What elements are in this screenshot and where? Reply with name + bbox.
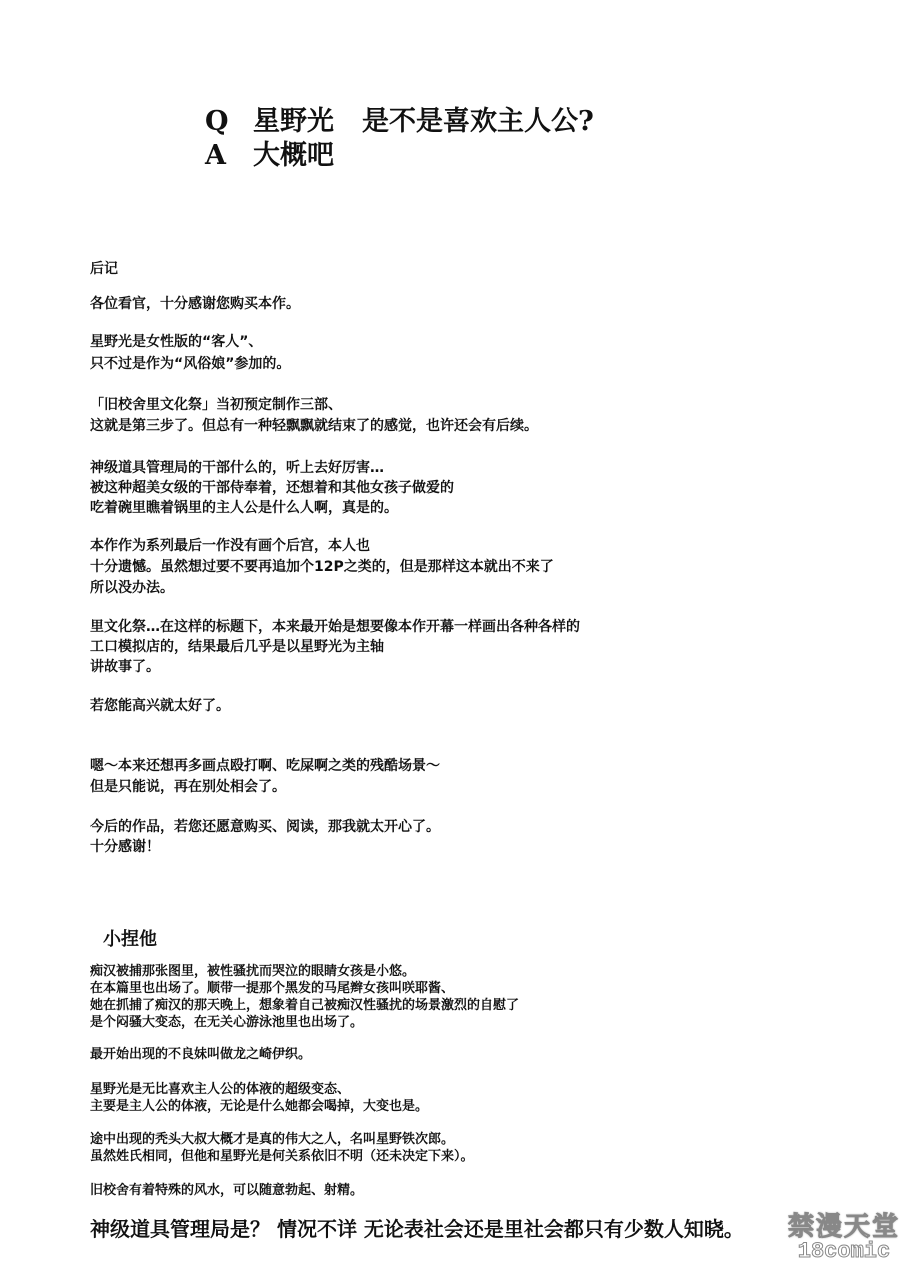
trivia-line: 在本篇里也出场了。顺带一提那个黑发的马尾辫女孩叫咲耶酱、	[90, 981, 455, 996]
afterword-line: 讲故事了。	[90, 659, 160, 675]
afterword-line: 但是只能说，再在别处相会了。	[90, 779, 286, 795]
afterword-line: 工口模拟店的，结果最后几乎是以星野光为主轴	[90, 639, 384, 655]
trivia-line: 星野光是无比喜欢主人公的体液的超级变态、	[90, 1082, 351, 1097]
trivia-title: 小捏他	[103, 929, 157, 950]
afterword-line: 各位看官，十分感谢您购买本作。	[90, 296, 300, 312]
afterword-line: 「旧校舍里文化祭」当初预定制作三部、	[90, 397, 342, 413]
trivia-line: 主要是主人公的体液，无论是什么她都会喝掉，大变也是。	[90, 1099, 429, 1114]
afterword-line: 只不过是作为“风俗娘”参加的。	[90, 356, 291, 372]
afterword-line: 神级道具管理局的干部什么的，听上去好厉害…	[90, 460, 384, 476]
trivia-line: 旧校舍有着特殊的风水，可以随意勃起、射精。	[90, 1183, 364, 1198]
question-line	[205, 104, 594, 140]
trivia-line: 虽然姓氏相同，但他和星野光是何关系依旧不明（还未决定下来）。	[90, 1149, 474, 1164]
afterword-line: 里文化祭…在这样的标题下，本来最开始是想要像本作开幕一样画出各种各样的	[90, 619, 580, 635]
a-text: 大概吧	[253, 140, 334, 171]
afterword-line: 这就是第三步了。但总有一种轻飘飘就结束了的感觉，也许还会有后续。	[90, 418, 538, 434]
afterword-line: 若您能高兴就太好了。	[90, 698, 230, 714]
afterword-line: 所以没办法。	[90, 580, 174, 596]
afterword-line: 嗯～本来还想再多画点殴打啊、吃屎啊之类的残酷场景～	[90, 758, 440, 774]
watermark-line-2: 18comic	[797, 1239, 891, 1264]
watermark-logo	[788, 1206, 900, 1264]
trivia-line: 是个闷骚大变态，在无关心游泳池里也出场了。	[90, 1015, 364, 1030]
afterword-line: 今后的作品，若您还愿意购买、阅读，那我就太开心了。	[90, 819, 440, 835]
closing-statement: 神级道具管理局是？ 情况不详 无论表社会还是里社会都只有少数人知晓。	[90, 1217, 744, 1241]
afterword-line: 十分遗憾。虽然想过要不要再追加个12P之类的，但是那样这本就出不来了	[90, 559, 554, 575]
q-marker: Q	[205, 106, 229, 137]
afterword-line: 星野光是女性版的“客人”、	[90, 334, 263, 350]
q-text: 是不是喜欢主人公?	[362, 106, 594, 137]
trivia-line: 最开始出现的不良妹叫做龙之崎伊织。	[90, 1047, 312, 1062]
afterword-line: 本作作为系列最后一作没有画个后宫，本人也	[90, 538, 370, 554]
watermark-line-1: 禁漫天堂	[788, 1212, 901, 1242]
afterword-line: 被这种超美女级的干部侍奉着，还想着和其他女孩子做爱的	[90, 480, 454, 496]
afterword-line: 吃着碗里瞧着锅里的主人公是什么人啊，真是的。	[90, 500, 398, 516]
trivia-line: 她在抓捕了痴汉的那天晚上，想象着自己被痴汉性骚扰的场景激烈的自慰了	[90, 998, 520, 1013]
a-marker: A	[205, 140, 226, 171]
afterword-line: 十分感谢！	[90, 839, 160, 855]
afterword-title: 后记	[90, 261, 118, 277]
answer-line	[205, 138, 334, 174]
trivia-line: 痴汉被捕那张图里，被性骚扰而哭泣的眼睛女孩是小悠。	[90, 964, 416, 979]
trivia-line: 途中出现的秃头大叔大概才是真的伟大之人，名叫星野铁次郎。	[90, 1132, 455, 1147]
q-subject: 星野光	[253, 106, 334, 137]
